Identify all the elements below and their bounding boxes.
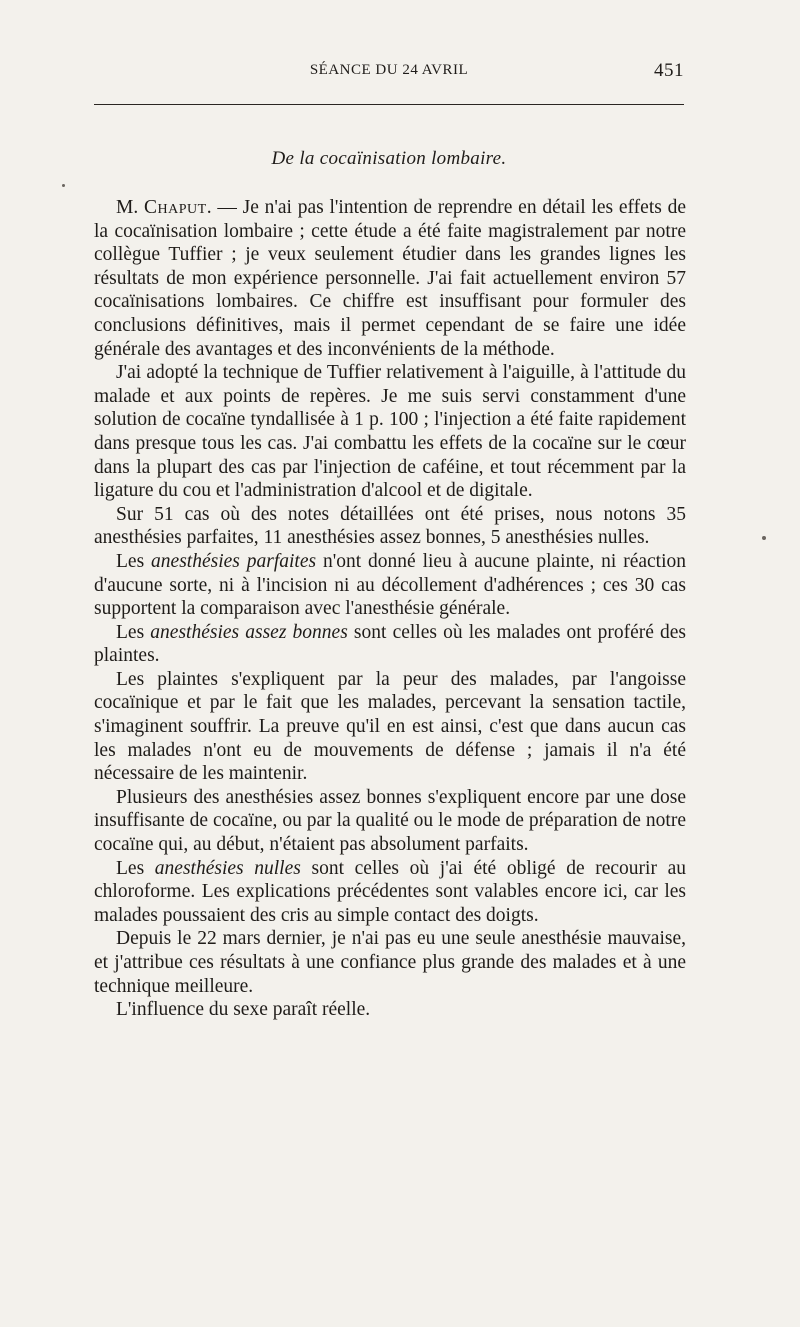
speaker-name: Chaput — [144, 197, 207, 218]
paragraph-9: Depuis le 22 mars dernier, je n'ai pas eu une seule anesthésie mauvaise, et j'attribue ces résultats à une confiance plus grande des malades et à une technique meilleure. — [94, 928, 686, 997]
paragraph-10: L'influence du sexe paraît réelle. — [116, 999, 371, 1021]
paragraph-4-post: n'ont donné lieu à aucune plainte, ni réaction d'aucune sorte, ni à l'incision ni au décollement d'adhérences ; ces 30 cas supportent la comparaison avec l'anesthésie générale. — [94, 550, 687, 620]
body-text — [94, 196, 686, 1022]
paragraph-8-pre: Les — [116, 857, 155, 879]
paragraph-7: Plusieurs des anesthésies assez bonnes s'expliquent encore par une dose insuffisante de cocaïne, ou par la qualité ou le mode de préparation de notre cocaïne qui, au début, n'étaient pas absolument parfaits. — [94, 786, 686, 856]
emphasis-anesthesies-nulles: anesthésies nulles — [154, 857, 301, 879]
paper-speck — [762, 536, 766, 540]
paper-speck — [62, 184, 65, 187]
running-title: SÉANCE DU 24 AVRIL — [309, 62, 469, 78]
paragraph-8-post: sont celles où j'ai été obligé de recourir au chloroforme. Les explications précédentes sont valables encore ici, car les malades poussaient des cris au simple contact des doigts. — [94, 857, 686, 926]
paragraph-5-pre: Les — [116, 621, 151, 643]
speaker-prefix: M. — [116, 197, 139, 218]
page-number: 451 — [654, 60, 684, 81]
emphasis-anesthesies-assez-bonnes: anesthésies assez bonnes — [150, 621, 348, 643]
section-title: De la cocaïnisation lombaire. — [271, 148, 507, 169]
running-head — [94, 62, 684, 90]
emphasis-anesthesies-parfaites: anesthésies parfaites — [151, 550, 317, 572]
paragraph-5-post: sont celles où les malades ont proféré des plaintes. — [94, 621, 687, 667]
header-rule — [94, 104, 684, 105]
paragraph-4-pre: Les — [116, 550, 152, 572]
paragraph-2: J'ai adopté la technique de Tuffier relativement à l'aiguille, à l'attitude du malade et aux points de repères. Je me suis servi constamment d'une solution de cocaïne tyndallisée à 1 p. 100 ; l'injection a été faite rapidement dans presque tous les cas. J'ai combattu les effets de la cocaïne sur le cœur dans la plupart des cas par l'injection de caféine, et tout récemment par la ligature du cou et l'administration d'alcool et de digitale. — [94, 362, 686, 502]
paragraph-1-text: . — Je n'ai pas l'intention de reprendre en détail les effets de la cocaïnisation lombaire ; cette étude a été faite magistralement par notre collègue Tuffier ; je veux seulement étudier dans les grandes lignes les résultats de mon expérience personnelle. J'ai fait actuellement environ 57 cocaïnisations lombaires. Ce chiffre est insuffisant pour formuler des conclusions définitives, mais il permet cependant de se faire une idée générale des avantages et des inconvénients de la méthode. — [94, 197, 687, 360]
paragraph-4 — [94, 550, 686, 621]
paragraph-6: Les plaintes s'expliquent par la peur des malades, par l'angoisse cocaïnique et par le fait que les malades, percevant la sensation tactile, s'imaginent souffrir. La preuve qu'il en est ainsi, c'est que dans aucun cas les malades n'ont eu de mouvements de défense ; jamais il n'a été nécessaire de les maintenir. — [94, 668, 686, 785]
paragraph-5 — [94, 621, 686, 668]
paragraph-8 — [94, 857, 686, 928]
paragraph-1 — [94, 196, 686, 361]
paragraph-3: Sur 51 cas où des notes détaillées ont été prises, nous notons 35 anesthésies parfaites, 11 anesthésies assez bonnes, 5 anesthésies nulles. — [94, 503, 686, 549]
